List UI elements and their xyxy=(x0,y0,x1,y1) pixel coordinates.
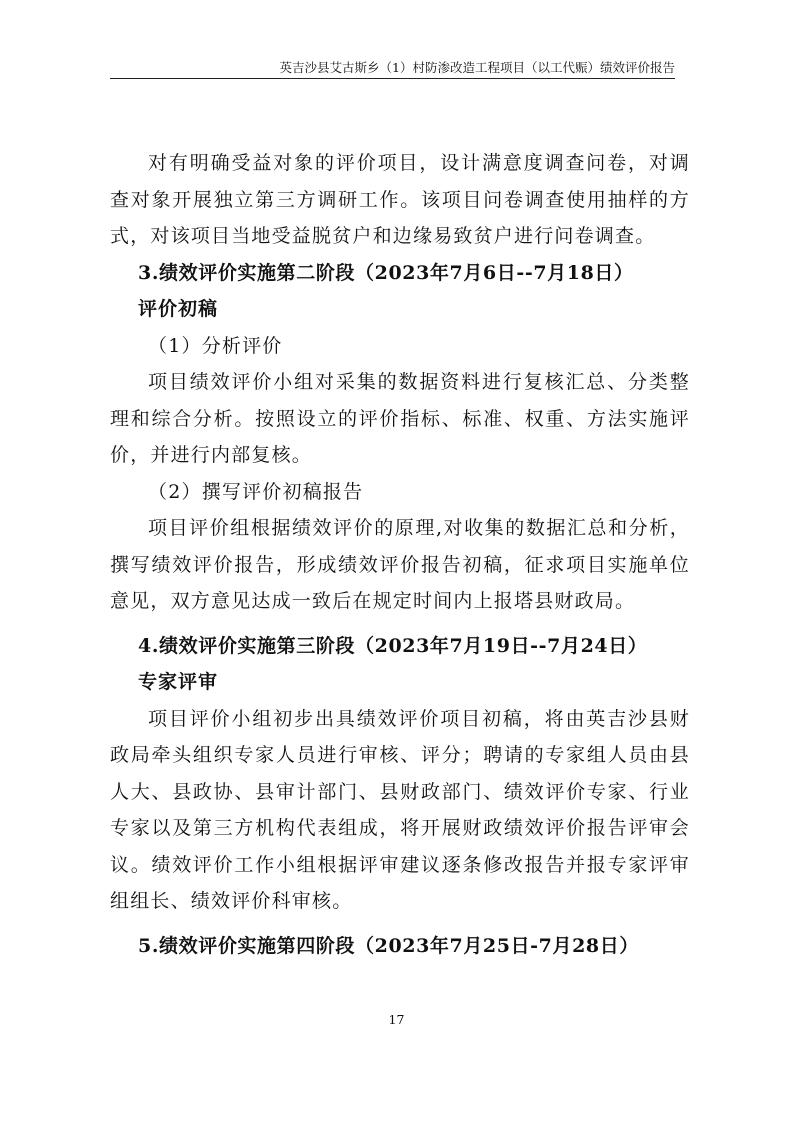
list-item-draft-report: （2）撰写评价初稿报告 xyxy=(148,480,364,503)
paragraph-expert-review: 项目评价小组初步出具绩效评价项目初稿，将由英吉沙县财政局牵头组织专家人员进行审核、评分；聘请的专家组人员由县人大、县政协、县审计部门、县财政部门、绩效评价专家、行业专家以及第三方机构代表组成，将开展财政绩效评价报告评审会议。绩效评价工作小组根据评审建议逐条修改报告并报专家评审组组长、绩效评价科审核。 xyxy=(110,707,690,912)
header-title: 英吉沙县艾古斯乡（1）村防渗改造工程项目（以工代赈）绩效评价报告 xyxy=(279,60,675,75)
subheading-expert-review: 专家评审 xyxy=(138,671,219,693)
paragraph-draft-report: 项目评价组根据绩效评价的原理,对收集的数据汇总和分析，撰写绩效评价报告，形成绩效评价报告初稿，征求项目实施单位意见，双方意见达成一致后在规定时间内上报塔县财政局。 xyxy=(110,517,690,612)
section-heading-stage-four: 5.绩效评价实施第四阶段（2023年7月25日-7月28日） xyxy=(138,934,639,957)
list-item-analysis: （1）分析评价 xyxy=(148,334,283,357)
section-heading-stage-two: 3.绩效评价实施第二阶段（2023年7月6日--7月18日） xyxy=(138,261,634,284)
paragraph-analysis: 项目绩效评价小组对采集的数据资料进行复核汇总、分类整理和综合分析。按照设立的评价指标、标准、权重、方法实施评价，并进行内部复核。 xyxy=(110,371,690,466)
page-number: 17 xyxy=(388,1012,405,1027)
section-heading-stage-three: 4.绩效评价实施第三阶段（2023年7月19日--7月24日） xyxy=(138,634,648,657)
document-body xyxy=(110,145,690,964)
paragraph-survey: 对有明确受益对象的评价项目，设计满意度调查问卷，对调查对象开展独立第三方调研工作。该项目问卷调查使用抽样的方式，对该项目当地受益脱贫户和边缘易致贫户进行问卷调查。 xyxy=(110,152,690,247)
subheading-draft-evaluation: 评价初稿 xyxy=(138,298,219,320)
page-header xyxy=(110,56,675,79)
